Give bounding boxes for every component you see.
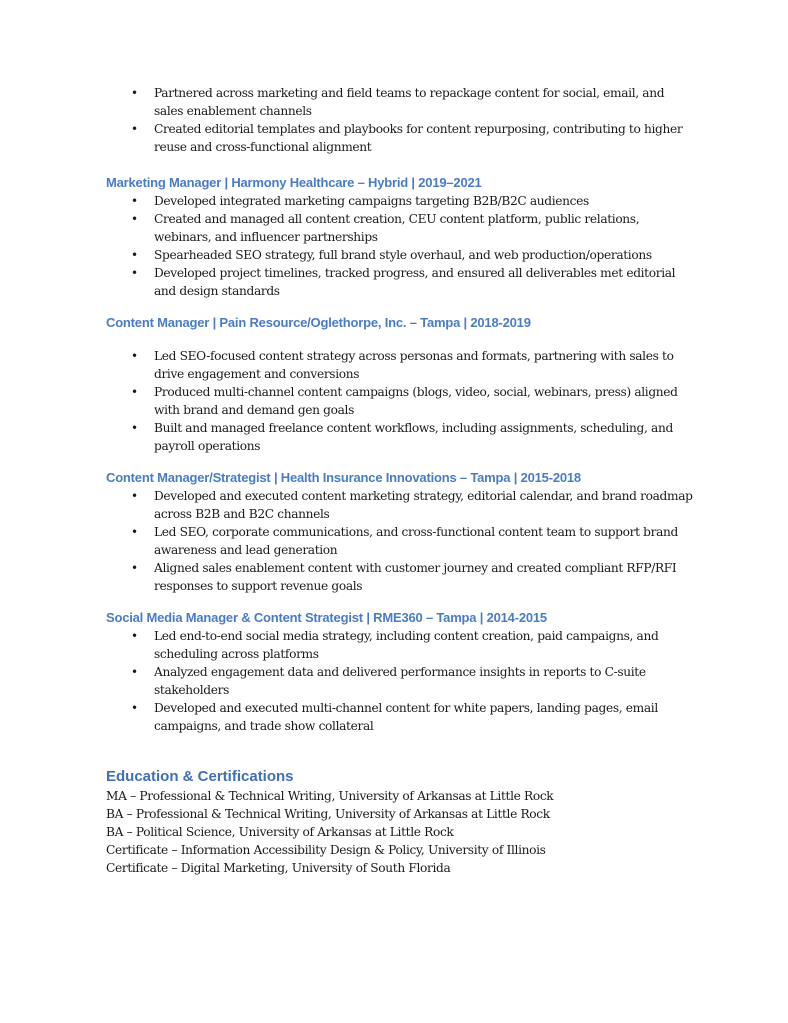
bullet-icon: • (131, 665, 138, 679)
job-entry (106, 469, 696, 595)
job-title: Content Manager | Pain Resource/Oglethorpe, Inc. – Tampa | 2018-2019 (106, 315, 531, 330)
bullet-icon: • (131, 266, 138, 280)
list-item: • Led SEO-focused content strategy across personas and formats, partnering with sales to drive engagement and conversions (131, 349, 674, 381)
list-item: • Aligned sales enablement content with customer journey and created compliant RFP/RFI responses to support revenue goals (131, 561, 677, 593)
job-entry (106, 609, 696, 735)
list-item: • Produced multi-channel content campaigns (blogs, video, social, webinars, press) aligned with brand and demand gen goals (131, 385, 678, 417)
bullet-icon: • (131, 561, 138, 575)
job-entry (106, 174, 696, 300)
bullet-icon: • (131, 86, 138, 100)
bullet-icon: • (131, 421, 138, 435)
section-title: Education & Certifications (106, 768, 294, 785)
list-item: • Developed and executed content marketing strategy, editorial calendar, and brand roadmap across B2B and B2C channels (131, 489, 693, 521)
list-item: • Created editorial templates and playbooks for content repurposing, contributing to higher reuse and cross-functional alignment (131, 122, 683, 154)
job-title: Content Manager/Strategist | Health Insurance Innovations – Tampa | 2015-2018 (106, 470, 581, 485)
job-bullet-list (106, 347, 696, 455)
bullet-icon: • (131, 122, 138, 136)
education-item: Certificate – Information Accessibility Design & Policy, University of Illinois (106, 843, 546, 857)
job-bullet-list (106, 192, 696, 300)
education-item: MA – Professional & Technical Writing, University of Arkansas at Little Rock (106, 789, 554, 803)
education-section (106, 767, 696, 877)
job-entry (106, 314, 696, 455)
bullet-icon: • (131, 629, 138, 643)
job-bullet-list (106, 487, 696, 595)
bullet-icon: • (131, 385, 138, 399)
education-item: BA – Political Science, University of Arkansas at Little Rock (106, 825, 454, 839)
education-item: Certificate – Digital Marketing, University of South Florida (106, 861, 451, 875)
bullet-icon: • (131, 248, 138, 262)
list-item: • Analyzed engagement data and delivered performance insights in reports to C-suite stakeholders (131, 665, 646, 697)
list-item: • Partnered across marketing and field teams to repackage content for social, email, and sales enablement channels (131, 86, 665, 118)
bullet-icon: • (131, 489, 138, 503)
continued-bullet-list (106, 84, 696, 156)
list-item: • Led SEO, corporate communications, and cross-functional content team to support brand awareness and lead generation (131, 525, 678, 557)
list-item: • Built and managed freelance content workflows, including assignments, scheduling, and payroll operations (131, 421, 673, 453)
education-item: BA – Professional & Technical Writing, University of Arkansas at Little Rock (106, 807, 550, 821)
bullet-icon: • (131, 349, 138, 363)
resume-page (106, 84, 696, 877)
job-bullet-list (106, 627, 696, 735)
bullet-icon: • (131, 525, 138, 539)
list-item: • Developed project timelines, tracked progress, and ensured all deliverables met editorial and design standards (131, 266, 676, 298)
bullet-icon: • (131, 701, 138, 715)
bullet-icon: • (131, 212, 138, 226)
job-title: Marketing Manager | Harmony Healthcare – Hybrid | 2019–2021 (106, 175, 482, 190)
list-item: • Created and managed all content creation, CEU content platform, public relations, webinars, and influencer partnerships (131, 212, 640, 244)
list-item: • Spearheaded SEO strategy, full brand style overhaul, and web production/operations (131, 248, 652, 262)
list-item: • Led end-to-end social media strategy, including content creation, paid campaigns, and scheduling across platforms (131, 629, 659, 661)
list-item: • Developed integrated marketing campaigns targeting B2B/B2C audiences (131, 194, 589, 208)
job-title: Social Media Manager & Content Strategist | RME360 – Tampa | 2014-2015 (106, 610, 547, 625)
list-item: • Developed and executed multi-channel content for white papers, landing pages, email campaigns, and trade show collateral (131, 701, 658, 733)
bullet-icon: • (131, 194, 138, 208)
